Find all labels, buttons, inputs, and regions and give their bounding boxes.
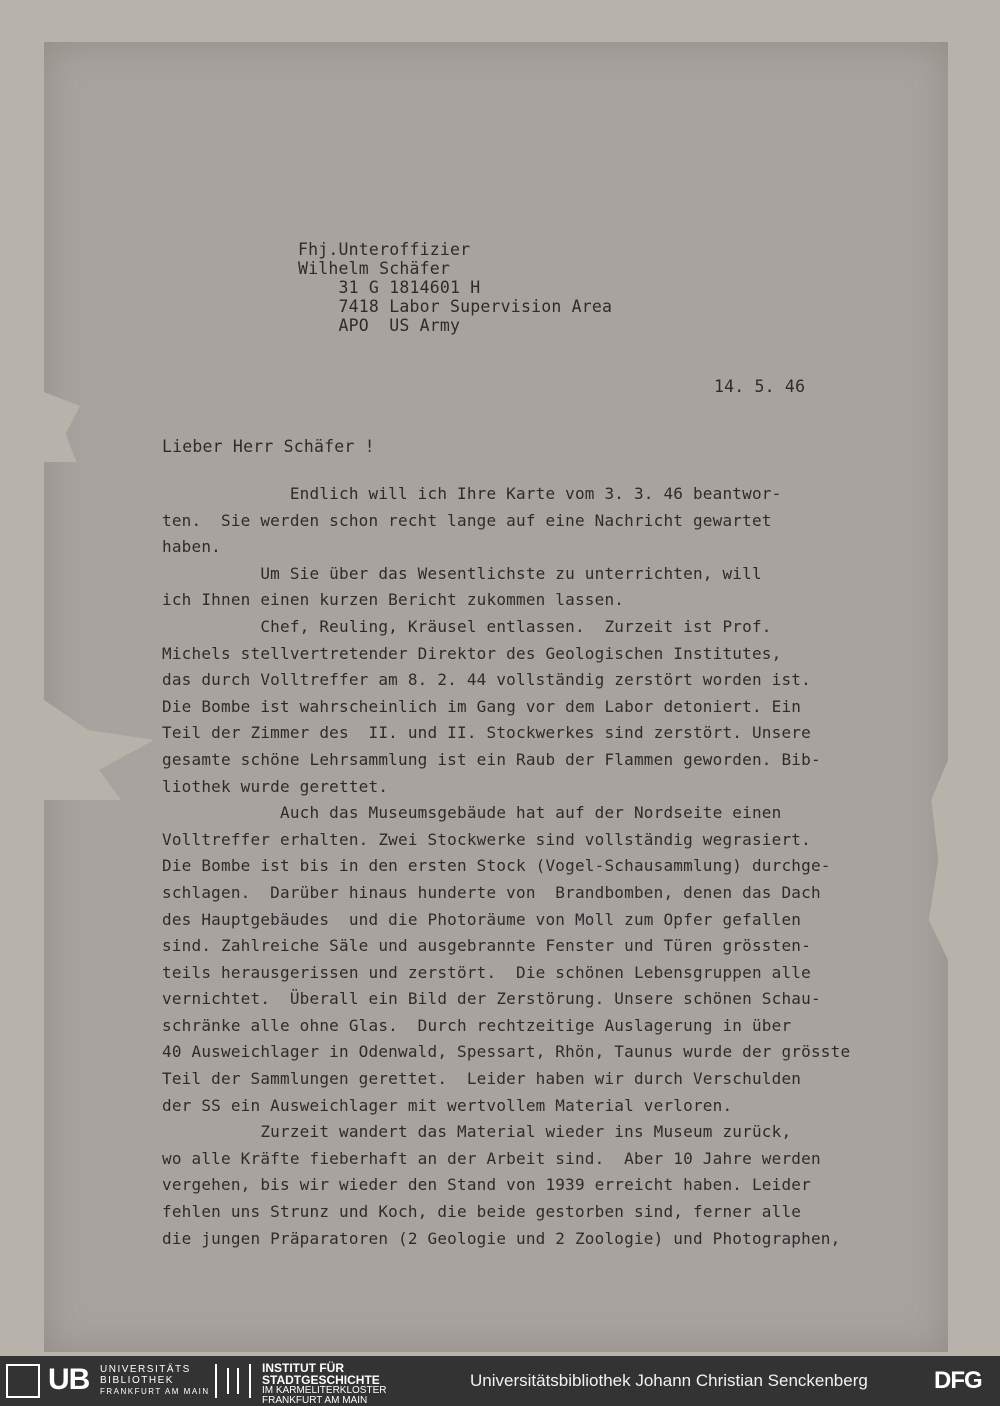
- address-line: Fhj.Unteroffizier: [298, 240, 471, 259]
- body-line: Die Bombe ist bis in den ersten Stock (Vogel-Schausammlung) durchge-: [162, 856, 831, 876]
- body-line: das durch Volltreffer am 8. 2. 44 vollständig zerstört worden ist.: [162, 670, 811, 690]
- body-line: schlagen. Darüber hinaus hunderte von Brandbomben, denen das Dach: [162, 882, 821, 902]
- ub-line: BIBLIOTHEK: [100, 1375, 174, 1386]
- body-line: Endlich will ich Ihre Karte vom 3. 3. 46 beantwor-: [162, 484, 782, 503]
- institute-line: INSTITUT FÜR: [262, 1361, 344, 1375]
- ub-logo-text: [100, 1364, 210, 1397]
- body-line: des Hauptgebäudes und die Photoräume von Moll zum Opfer gefallen: [162, 909, 802, 929]
- body-line: ten. Sie werden schon recht lange auf eine Nachricht gewartet: [162, 510, 772, 530]
- institute-logo-icon: [215, 1364, 251, 1398]
- body-line: vernichtet. Überall ein Bild der Zerstörung. Unsere schönen Schau-: [162, 989, 821, 1009]
- body-line: fehlen uns Strunz und Koch, die beide gestorben sind, ferner alle: [162, 1202, 802, 1222]
- body-line: die jungen Präparatoren (2 Geologie und 2 Zoologie) und Photographen,: [162, 1228, 841, 1248]
- body-line: Auch das Museumsgebäude hat auf der Nordseite einen: [162, 803, 782, 823]
- recipient-address: [298, 240, 612, 335]
- body-line: gesamte schöne Lehrsammlung ist ein Raub der Flammen geworden. Bib-: [162, 749, 821, 769]
- body-line: ich Ihnen einen kurzen Bericht zukommen lassen.: [162, 590, 625, 610]
- body-line: Teil der Zimmer des II. und II. Stockwerkes sind zerstört. Unsere: [162, 723, 811, 743]
- salutation: Lieber Herr Schäfer !: [162, 437, 375, 456]
- letter-body: [162, 481, 850, 1252]
- body-line: liothek wurde gerettet.: [162, 776, 389, 796]
- institute-line: FRANKFURT AM MAIN: [262, 1394, 368, 1406]
- address-line: 31 G 1814601 H: [298, 278, 481, 297]
- body-line: vergehen, bis wir wieder den Stand von 1939 erreicht haben. Leider: [162, 1175, 811, 1195]
- letter-date: 14. 5. 46: [714, 377, 806, 396]
- ub-logo-letters: UB: [48, 1363, 90, 1396]
- ub-line: FRANKFURT AM MAIN: [100, 1387, 210, 1396]
- body-line: Volltreffer erhalten. Zwei Stockwerke sind vollständig wegrasiert.: [162, 829, 811, 849]
- dfg-logo: DFG: [934, 1367, 982, 1394]
- address-line: 7418 Labor Supervision Area: [298, 297, 613, 316]
- body-line: der SS ein Ausweichlager mit wertvollem Material verloren.: [162, 1095, 733, 1115]
- body-line: wo alle Kräfte fieberhaft an der Arbeit sind. Aber 10 Jahre werden: [162, 1148, 821, 1168]
- body-line: Chef, Reuling, Kräusel entlassen. Zurzeit ist Prof.: [162, 616, 772, 636]
- address-line: APO US Army: [298, 316, 461, 335]
- body-line: Die Bombe ist wahrscheinlich im Gang vor dem Labor detoniert. Ein: [162, 696, 802, 716]
- ub-portrait-logo-icon: [6, 1364, 40, 1398]
- body-line: Um Sie über das Wesentlichste zu unterrichten, will: [162, 563, 762, 583]
- footer-bar: [0, 1356, 1000, 1406]
- body-line: haben.: [162, 537, 221, 557]
- institute-line: IM KARMELITERKLOSTER: [262, 1385, 387, 1396]
- body-line: Michels stellvertretender Direktor des Geologischen Institutes,: [162, 643, 782, 663]
- ub-line: UNIVERSITÄTS: [100, 1364, 191, 1375]
- institute-logo-text: [262, 1362, 386, 1405]
- institute-line: STADTGESCHICHTE: [262, 1373, 380, 1387]
- body-line: schränke alle ohne Glas. Durch rechtzeitige Auslagerung in über: [162, 1015, 792, 1035]
- body-line: Zurzeit wandert das Material wieder ins Museum zurück,: [162, 1122, 792, 1142]
- body-line: Teil der Sammlungen gerettet. Leider haben wir durch Verschulden: [162, 1069, 802, 1089]
- body-line: 40 Ausweichlager in Odenwald, Spessart, Rhön, Taunus wurde der grösste: [162, 1042, 851, 1062]
- address-line: Wilhelm Schäfer: [298, 259, 451, 278]
- body-line: sind. Zahlreiche Säle und ausgebrannte Fenster und Türen grössten-: [162, 936, 811, 956]
- footer-title: Universitätsbibliothek Johann Christian Senckenberg: [470, 1371, 868, 1390]
- body-line: teils herausgerissen und zerstört. Die schönen Lebensgruppen alle: [162, 962, 811, 982]
